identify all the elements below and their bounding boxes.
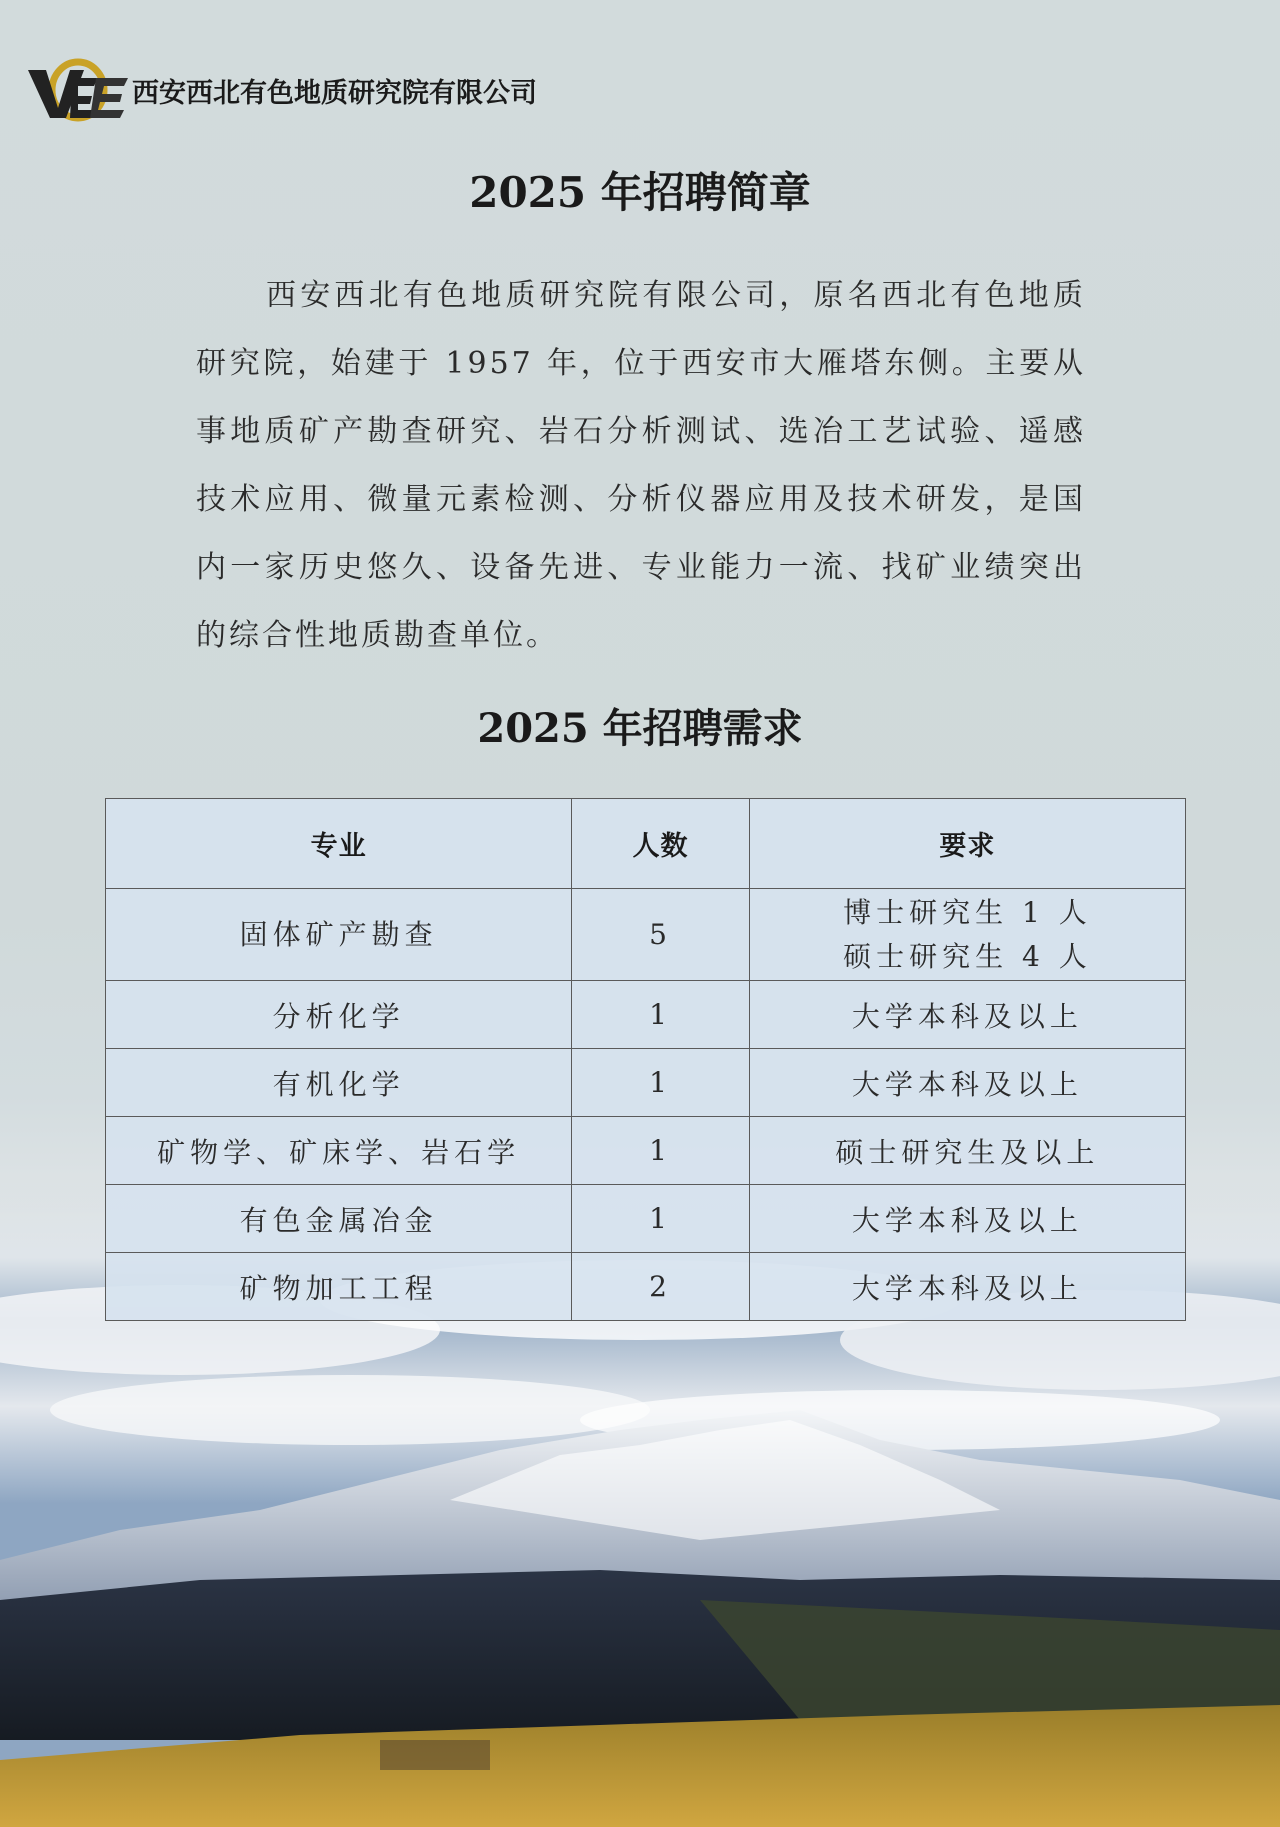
cell-count: 1 [572,1117,750,1185]
table-row [106,889,1186,981]
cell-count: 1 [572,1049,750,1117]
header-count: 人数 [572,799,750,889]
header [26,50,537,130]
cell-major: 分析化学 [106,981,572,1049]
page-title: 2025 年招聘简章 [469,168,811,217]
header-major: 专业 [106,799,572,889]
cell-requirement: 大学本科及以上 [749,1253,1185,1321]
cell-requirement: 大学本科及以上 [749,1049,1185,1117]
cell-requirement: 大学本科及以上 [749,981,1185,1049]
cell-major: 矿物学、矿床学、岩石学 [106,1117,572,1185]
cell-count: 1 [572,981,750,1049]
cell-requirement: 大学本科及以上 [749,1185,1185,1253]
company-name: 西安西北有色地质研究院有限公司 [132,77,537,109]
cell-requirement [749,889,1185,981]
cell-major: 有机化学 [106,1049,572,1117]
table-row [106,1185,1186,1253]
table-row [106,1117,1186,1185]
requirement-line: 硕士研究生 4 人 [843,939,1092,973]
cell-major: 有色金属冶金 [106,1185,572,1253]
cell-count: 1 [572,1185,750,1253]
table-row [106,1049,1186,1117]
cell-count: 5 [572,889,750,981]
cell-count: 2 [572,1253,750,1321]
header-requirement: 要求 [749,799,1185,889]
section-title: 2025 年招聘需求 [477,705,803,752]
cell-major: 固体矿产勘查 [106,889,572,981]
table-row [106,981,1186,1049]
table-row [106,1253,1186,1321]
company-logo [26,50,130,130]
table-header-row [106,799,1186,889]
cell-major: 矿物加工工程 [106,1253,572,1321]
requirement-line: 博士研究生 1 人 [843,895,1092,929]
recruitment-table [105,798,1186,1321]
cell-requirement: 硕士研究生及以上 [749,1117,1185,1185]
intro-paragraph: 西安西北有色地质研究院有限公司，原名西北有色地质研究院，始建于 1957 年，位于西安市大雁塔东侧。主要从事地质矿产勘查研究、岩石分析测试、选冶工艺试验、遥感技术应用、微量元素检测、分析仪器应用及技术研发，是国内一家历史悠久、设备先进、专业能力一流、找矿业绩突出的综合性地质勘查单位。 [196,278,1086,653]
